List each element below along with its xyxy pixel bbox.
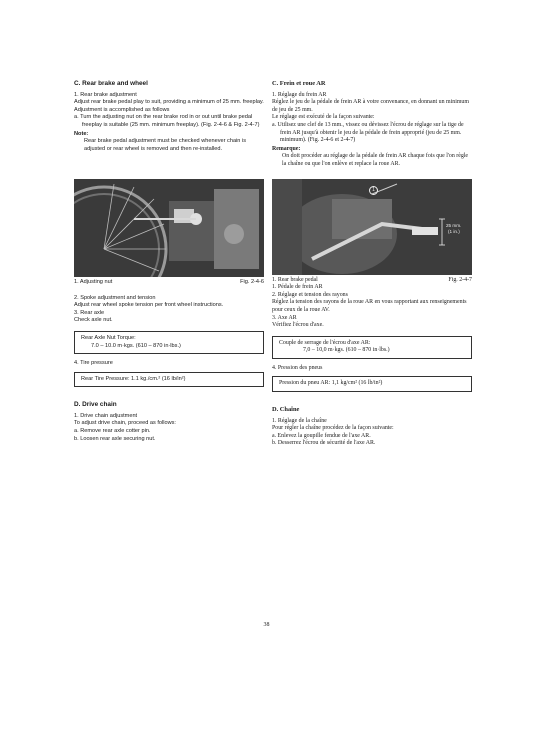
d-item1-body-fr: Pour régler la chaîne procédez de la façon suivante: (272, 425, 394, 432)
torque-label: Rear Axle Nut Torque: (81, 334, 136, 341)
note-body-fr: On doit procéder au réglage de la pédale de frein AR chaque fois que l'on règle la chaîne ou que l'on enlève et replace la roue AR. (282, 153, 469, 167)
item4-title: 4. Tire pressure (74, 360, 113, 367)
item1-accomplished-fr: Le réglage est exécuté de la façon suivante: (272, 114, 375, 121)
d-step-b-fr: b. Desserrez l'écrou de sécurité de l'axe AR. (272, 440, 376, 447)
section-c-heading: C. Rear brake and wheel (74, 80, 148, 87)
fig-246-caption (74, 279, 264, 287)
photo-callout-number: 1 (369, 186, 378, 195)
item1-title: 1. Rear brake adjustment (74, 91, 137, 98)
photo-label-1in: (1 in.) (448, 228, 460, 234)
item3-body-fr: Vérifiez l'écrou d'axe. (272, 322, 324, 329)
item3-title-fr: 3. Axe AR (272, 314, 297, 321)
photo-label-25mm: 25 mm. (446, 222, 462, 228)
item2-body-fr: Réglez la tension des rayons de la roue AR en vous rapportant aux renseignements pour ceux de la roue AV. (272, 299, 467, 313)
item2-title-fr: 2. Réglage et tension des rayons (272, 291, 348, 298)
d-item1-body: To adjust drive chain, proceed as follows: (74, 420, 176, 427)
brake-pedal-photo (272, 179, 472, 275)
item1-step-a-fr: a. Utilisez une clef de 13 mm., vissez ou dévissez l'écrou de réglage sur la tige de frein AR jusqu'à obtenir le jeu de la pédale de frein approprié (jeu de 25 mm. minimum). (Fig. 2-4-6 et 2-4-7) (272, 121, 464, 144)
page-number: 38 (263, 622, 270, 628)
section-d-heading-fr: D. Chaîne (272, 406, 300, 414)
torque-box-fr (272, 336, 472, 359)
d-step-b: b. Loosen rear axle securing nut. (74, 435, 156, 442)
rear-wheel-photo (74, 179, 264, 277)
note-label-fr: Remarque: (272, 145, 301, 152)
torque-value-fr: 7,0 – 10,0 m·kgs. (610 – 870 in·lbs.) (303, 347, 390, 354)
caption-fig-247: Fig. 2-4-7 (448, 276, 472, 283)
section-c-heading-fr: C. Frein et roue AR (272, 80, 326, 87)
english-column (74, 80, 264, 443)
section-d-heading: D. Drive chain (74, 401, 117, 409)
d-step-a: a. Remove rear axle cotter pin. (74, 428, 151, 435)
tire-pressure-box-fr (272, 376, 472, 392)
caption-fig-246: Fig. 2-4-6 (240, 279, 264, 286)
tire-pressure-box (74, 372, 264, 388)
tire-pressure-value-fr: Pression du pneu AR: 1,1 kg/cm² (16 lb/in²) (279, 380, 383, 387)
item2-title: 2. Spoke adjustment and tension (74, 294, 156, 301)
tire-pressure-value: Rear Tire Pressure: 1.1 kg./cm.² (16 lb/in²) (81, 375, 186, 382)
item3-body: Check axle nut. (74, 317, 113, 324)
fig-247-caption (272, 277, 472, 285)
item1-body-fr: Réglez le jeu de la pédale de frein AR à votre convenance, en donnant un minimum de jeu de 25 mm. (272, 99, 469, 113)
item2-body: Adjust rear wheel spoke tension per front wheel instructions. (74, 302, 224, 309)
item1-title-fr: 1. Réglage du frein AR (272, 91, 327, 98)
item1-accomplished: Adjustment is accomplished as follows (74, 106, 170, 113)
item4-title-fr: 4. Pression des pneus (272, 364, 323, 371)
d-step-a-fr: a. Enlevez la goupille fendue de l'axe AR. (272, 432, 371, 439)
d-item1-title: 1. Drive chain adjustment (74, 412, 138, 419)
d-item1-title-fr: 1. Réglage de la chaîne (272, 417, 327, 424)
rear-wheel-photo-image (74, 179, 264, 277)
item1-step-a: a. Turn the adjusting nut on the rear brake rod in or out until brake pedal freeplay is suitable (25 mm. minimum freeplay). (Fig. 2-4-6 & Fig. 2-4-7) (74, 114, 260, 128)
torque-value: 7.0 – 10.0 m·kgs. (610 – 870 in·lbs.) (91, 342, 181, 349)
caption-pedale-frein: 1. Pédale de frein AR (272, 284, 323, 291)
item1-body: Adjust rear brake pedal play to suit, providing a minimum of 25 mm. freeplay. (74, 99, 264, 106)
note-body: Rear brake pedal adjustment must be checked whenever chain is adjusted or rear wheel is removed and then re-installed. (84, 138, 246, 152)
caption-rear-brake-pedal: 1. Rear brake pedal (272, 276, 318, 283)
french-column (272, 80, 472, 448)
torque-box (74, 331, 264, 354)
torque-label-fr: Couple de serrage de l'écrou d'axe AR: (279, 339, 371, 346)
note-label: Note: (74, 130, 89, 137)
caption-adjusting-nut: 1. Adjusting nut (74, 279, 113, 286)
item3-title: 3. Rear axle (74, 309, 105, 316)
